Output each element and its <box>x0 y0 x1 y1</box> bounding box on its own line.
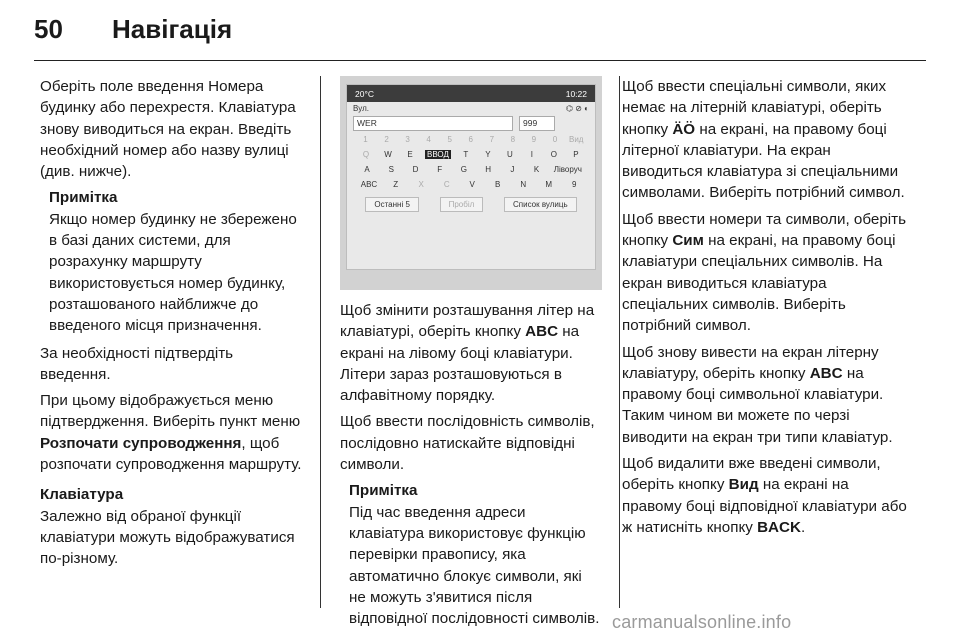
keyboard-row-numbers <box>347 132 595 147</box>
menu-item-start-guidance: Розпочати супроводження <box>40 434 242 452</box>
section-heading: Клавіатура <box>40 486 124 504</box>
field-label: Вул. <box>353 104 369 113</box>
key[interactable]: 2 <box>384 135 389 144</box>
key[interactable]: Вид <box>568 135 584 144</box>
paragraph: Щоб видалити вже введені символи, оберіть кнопку Вид на екрані на правому боці відповідної клавіатури або ж натисніть кнопку BACK. <box>622 455 907 536</box>
keyboard-row-q <box>347 147 595 162</box>
paragraph: Щоб ввести спеціальні символи, яких немає на літерній клавіатурі, оберіть кнопку ÄÖ на екрані, на правому боці літерної клавіатури. На екран виводиться клавіатура зі спеціальними символами. Виберіть потрібний символ. <box>622 78 905 202</box>
header-divider <box>34 60 926 61</box>
keyboard-row-z <box>347 177 595 192</box>
key[interactable]: 7 <box>489 135 495 144</box>
key[interactable]: 8 <box>510 135 516 144</box>
key[interactable]: 9 <box>571 180 577 189</box>
street-input[interactable]: WER <box>353 116 513 131</box>
key[interactable]: V <box>469 180 475 189</box>
keyboard-bottom-row <box>347 192 595 217</box>
column-1 <box>40 76 302 575</box>
key[interactable]: ВВОД <box>427 150 449 159</box>
note-box <box>340 480 602 629</box>
column-divider-1 <box>320 76 321 608</box>
key[interactable]: K <box>533 165 540 174</box>
temperature: 20°C <box>355 88 374 99</box>
key[interactable]: Y <box>485 150 491 159</box>
key[interactable]: H <box>485 165 491 174</box>
key[interactable]: D <box>412 165 419 174</box>
key[interactable]: E <box>407 150 413 159</box>
paragraph: Щоб ввести послідовність символів, послідовно натискайте відповідні символи. <box>340 413 595 474</box>
paragraph: Залежно від обраної функції клавіатури можуть відображуватися по-різному. <box>40 507 295 568</box>
key[interactable]: T <box>463 150 469 159</box>
key[interactable]: 9 <box>531 135 537 144</box>
key[interactable]: M <box>545 180 553 189</box>
key[interactable]: O <box>550 150 557 159</box>
key[interactable]: 5 <box>447 135 452 144</box>
column-divider-2 <box>619 76 620 608</box>
key[interactable]: S <box>388 165 394 174</box>
clock: 10:22 <box>565 88 587 99</box>
infotainment-screen <box>346 84 596 270</box>
status-icons: ⌬ ⊘ ◐ <box>566 104 589 113</box>
street-list-button[interactable]: Список вулиць <box>504 197 577 212</box>
key[interactable]: P <box>573 150 579 159</box>
keyboard-row-a <box>347 162 595 177</box>
paragraph: Щоб ввести номери та символи, оберіть кнопку Сим на екрані, на правому боці клавіатури спеціальних символів. На екран виводиться клавіатура спеціальних символів. Виберіть потрібний символ. <box>622 210 907 335</box>
key[interactable]: Ліворуч <box>553 165 582 174</box>
status-bar <box>347 85 595 102</box>
watermark: carmanualsonline.info <box>612 612 792 632</box>
key[interactable]: U <box>506 150 513 159</box>
column-2 <box>340 300 602 635</box>
key[interactable]: 0 <box>552 135 558 144</box>
key[interactable]: W <box>384 150 392 159</box>
key[interactable]: N <box>520 180 527 189</box>
page-title: Навігація <box>112 14 233 44</box>
key[interactable]: 3 <box>405 135 410 144</box>
key[interactable]: G <box>460 165 468 174</box>
key[interactable]: F <box>437 165 443 174</box>
key[interactable]: 1 <box>363 135 368 144</box>
key[interactable]: ABC <box>360 180 378 189</box>
paragraph: При цьому відображується меню підтвердження. Виберіть пункт меню Розпочати супроводження, щоб розпочати супроводження маршруту. <box>40 392 302 474</box>
paragraph: Щоб змінити розташування літер на клавіатурі, оберіть кнопку ABC на екрані на лівому боці клавіатури. Літери зараз розташовуються в алфавітному порядку. <box>340 302 595 405</box>
key[interactable]: Z <box>393 180 399 189</box>
key[interactable]: 4 <box>426 135 431 144</box>
key[interactable]: J <box>510 165 515 174</box>
page-header <box>34 14 232 45</box>
note-text: Під час введення адреси клавіатура використовує функцію перевірки правопису, яка автоматично блокує символи, які не можуть з'явитися після відповідної послідовності символів. <box>349 503 600 628</box>
number-input[interactable]: 999 <box>519 116 555 131</box>
keyboard-screenshot <box>340 76 602 290</box>
field-label-row <box>347 102 595 115</box>
recent-5-button[interactable]: Останні 5 <box>365 197 419 212</box>
note-title: Примітка <box>349 482 418 500</box>
column-3 <box>622 76 912 543</box>
paragraph: Оберіть поле введення Номера будинку або перехрестя. Клавіатура знову виводиться на екран. Введіть необхідний номер або назву вулиці (див. нижче). <box>40 78 296 181</box>
key[interactable]: Q <box>362 150 370 159</box>
key[interactable]: C <box>443 180 450 189</box>
key[interactable]: I <box>530 150 533 159</box>
note-text: Якщо номер будинку не збережено в базі даних системи, для розрахунку маршруту використовується номер будинку, розташованого найближче до введеного місця призначення. <box>49 210 297 335</box>
key[interactable]: A <box>364 165 370 174</box>
paragraph: За необхідності підтвердіть введення. <box>40 344 234 383</box>
key[interactable]: B <box>495 180 501 189</box>
space-button[interactable]: Пробіл <box>440 197 484 212</box>
key[interactable]: 6 <box>468 135 473 144</box>
paragraph: Щоб знову вивести на екран літерну клавіатуру, оберіть кнопку ABC на правому боці символьної клавіатури. Таким чином ви можете по черзі виводити на екран три типи клавіатур. <box>622 343 893 446</box>
input-row <box>347 115 595 132</box>
key[interactable]: X <box>418 180 424 189</box>
note-title: Примітка <box>49 189 118 207</box>
page-number: 50 <box>34 14 63 44</box>
note-box <box>40 187 302 336</box>
